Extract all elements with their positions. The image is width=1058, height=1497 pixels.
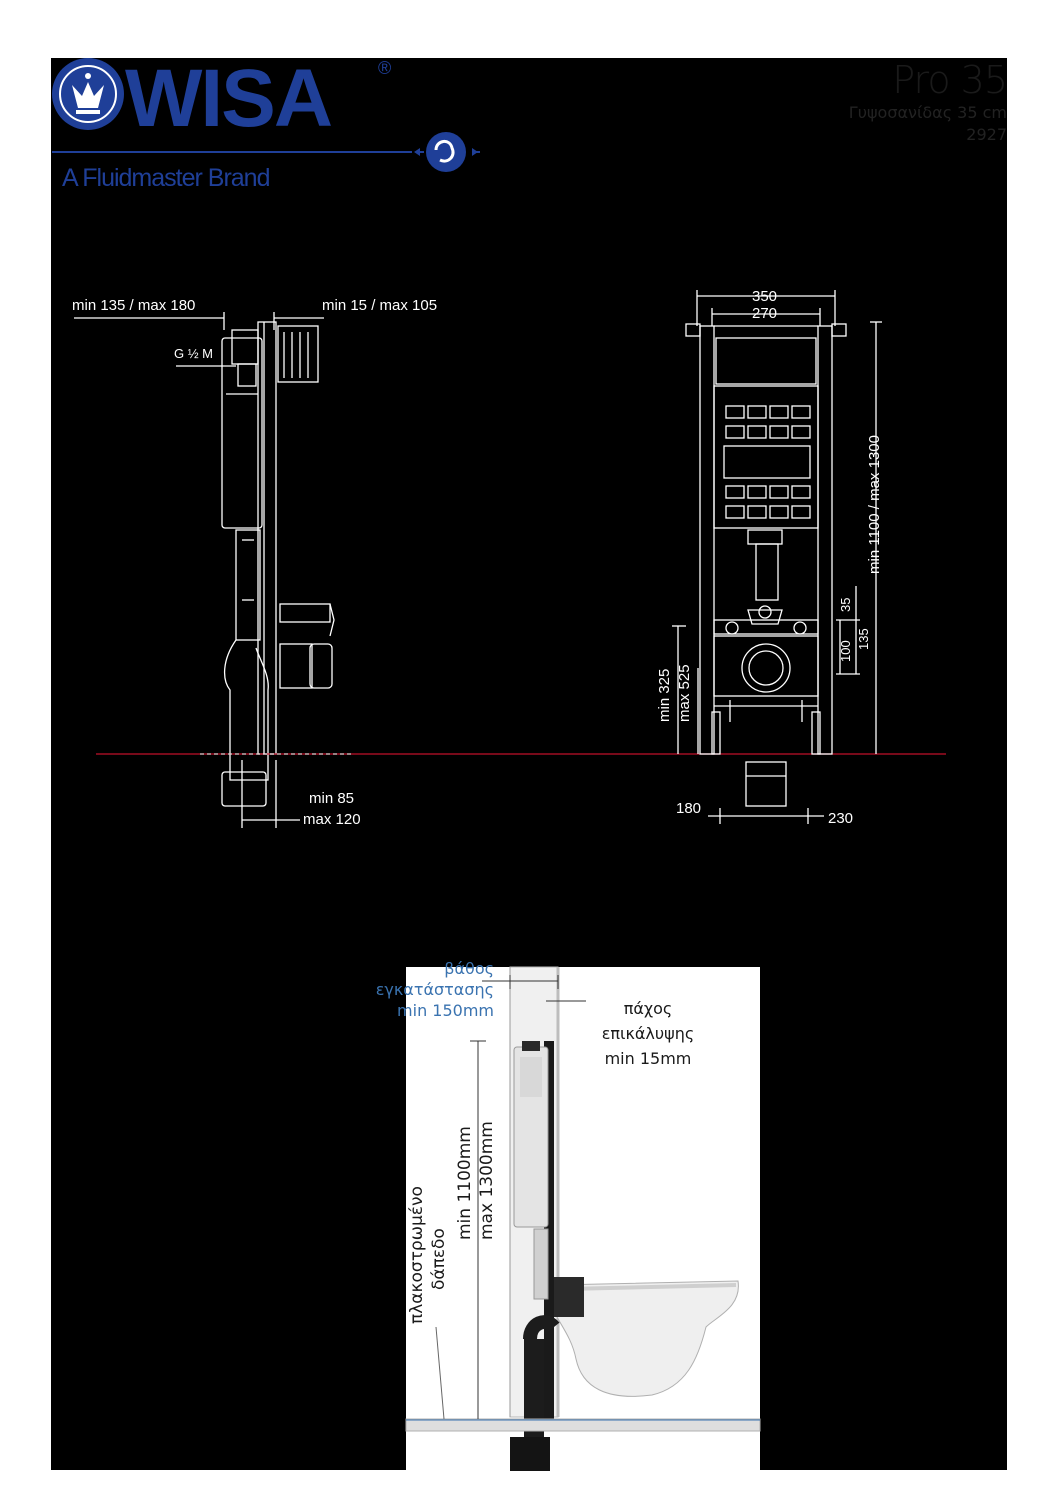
floor-label-2: δάπεδο	[429, 1228, 449, 1290]
dim-outlet-max: max 525	[676, 664, 693, 722]
cover-line-3: min 15mm	[604, 1049, 692, 1068]
cover-thickness-label	[578, 996, 718, 1071]
dim-cover-range: min 15 / max 105	[322, 297, 438, 314]
product-code: 2927	[966, 125, 1007, 144]
dim-100: 100	[838, 640, 853, 662]
dim-bottom-right: 230	[828, 810, 854, 827]
dim-frame-height: min 1100 / max 1300	[866, 435, 883, 574]
install-height-min: min 1100mm	[455, 1126, 475, 1240]
dim-35: 35	[838, 597, 853, 612]
cover-line-2: επικάλυψης	[601, 1024, 695, 1043]
dim-bottom-left: 180	[676, 800, 702, 817]
product-subtitle: Γυψοσανίδας 35 cm	[848, 103, 1007, 122]
dim-depth-range: min 135 / max 180	[72, 297, 196, 314]
install-depth-line-1: βάθος	[444, 959, 494, 978]
dim-outlet-min: min 325	[656, 668, 673, 722]
product-title: Pro 35	[892, 58, 1007, 102]
install-depth-line-3: min 150mm	[397, 1001, 494, 1020]
install-height-max: max 1300mm	[477, 1121, 497, 1240]
dim-bottom-max: max 120	[303, 811, 361, 828]
dim-thread: G ½ M	[174, 346, 214, 361]
floor-label-1: πλακοστρωμένο	[407, 1186, 427, 1324]
install-depth-label	[340, 958, 494, 1021]
dim-width-outer: 350	[752, 288, 778, 305]
cover-line-1: πάχος	[623, 999, 673, 1018]
dim-bottom-min: min 85	[309, 790, 355, 807]
brand-tagline: A Fluidmaster Brand	[62, 164, 270, 192]
logo-wordmark: WISA	[125, 53, 332, 144]
registered-mark: ®	[378, 58, 392, 78]
dim-135: 135	[856, 628, 871, 650]
install-depth-line-2: εγκατάστασης	[375, 980, 494, 999]
dim-width-inner: 270	[752, 305, 778, 322]
